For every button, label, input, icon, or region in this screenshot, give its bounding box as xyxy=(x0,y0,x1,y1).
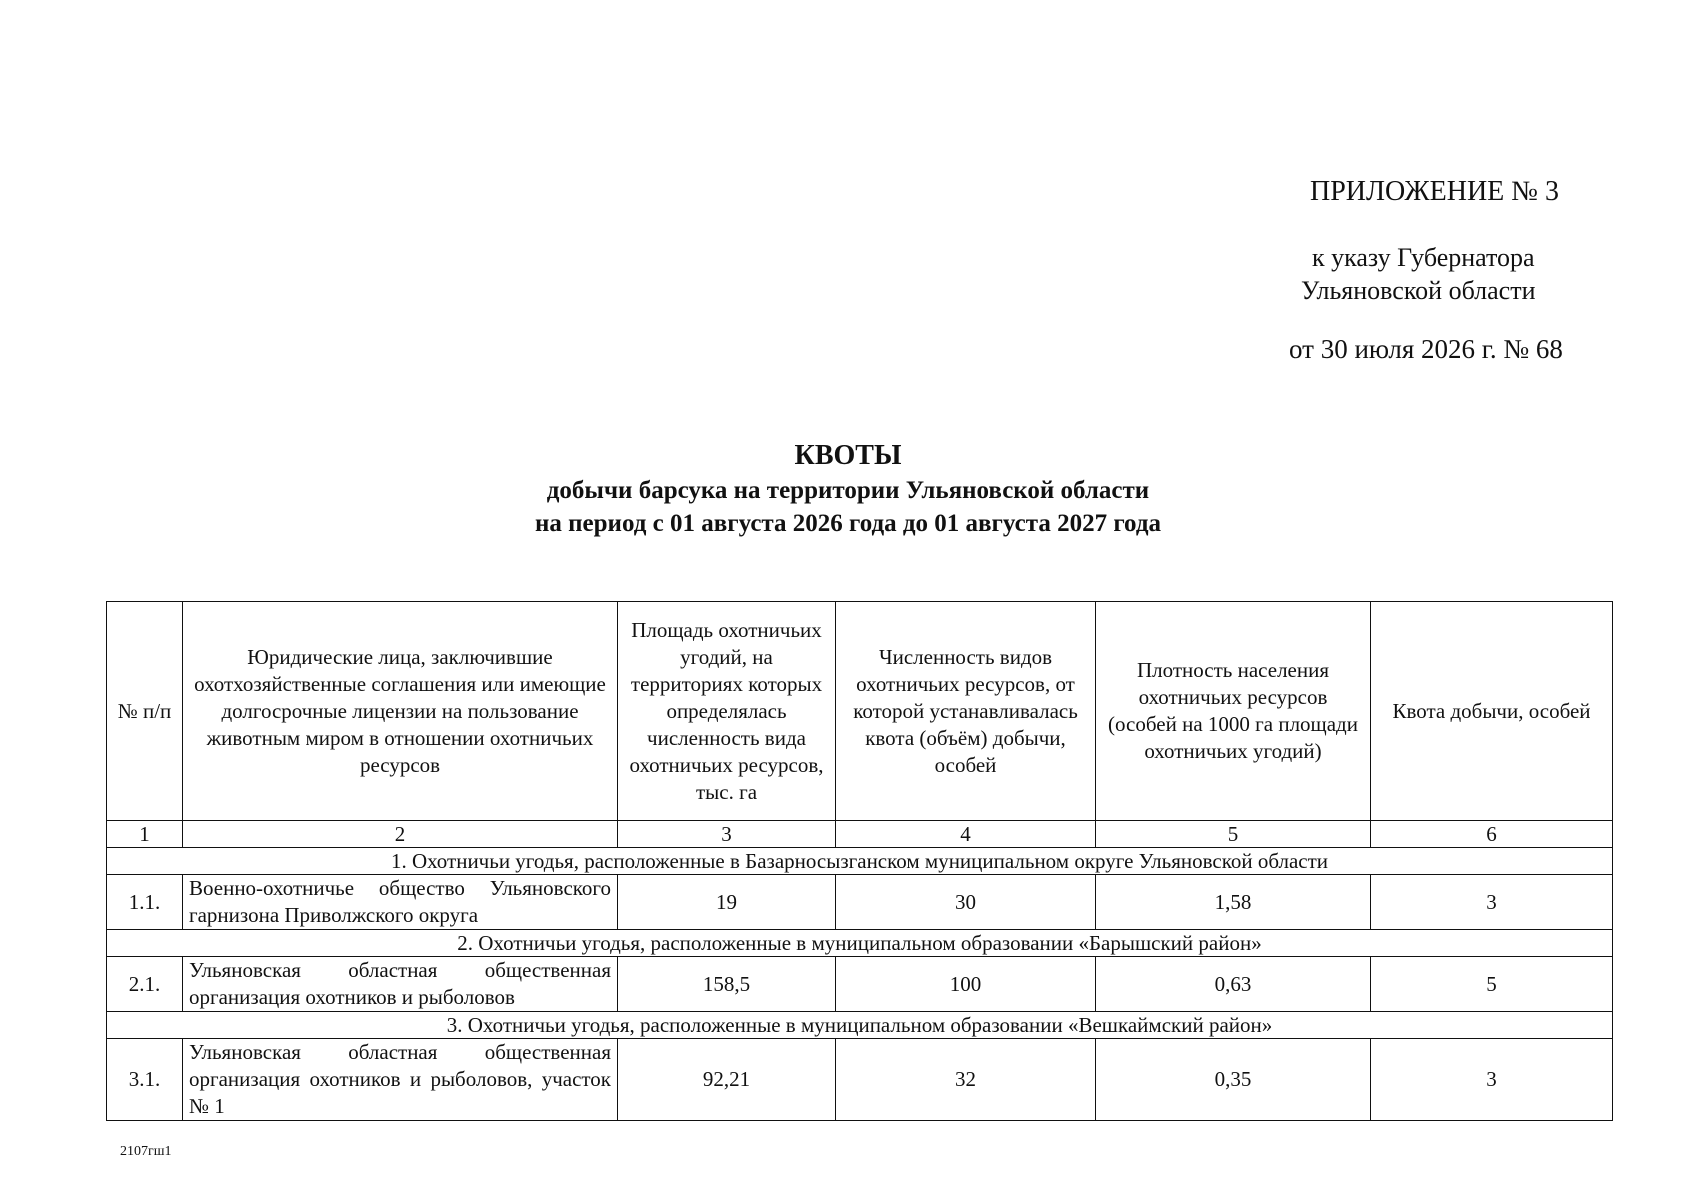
row-organization: Ульяновская областная общественная организация охотников и рыболовов, участок № 1 xyxy=(183,1039,618,1121)
column-number: 3 xyxy=(618,821,836,848)
row-number: 3.1. xyxy=(107,1039,183,1121)
column-number: 1 xyxy=(107,821,183,848)
header-area: Площадь охотничьих угодий, на территориях которых определялась численность вида охотничьих ресурсов, тыс. га xyxy=(618,602,836,821)
header-organization: Юридические лица, заключившие охотхозяйственные соглашения или имеющие долгосрочные лицензии на пользование животным миром в отношении охотничьих ресурсов xyxy=(183,602,618,821)
section-row xyxy=(107,930,1613,957)
row-density: 0,63 xyxy=(1096,957,1371,1012)
quota-table xyxy=(106,601,1613,1121)
row-area: 158,5 xyxy=(618,957,836,1012)
header-population: Численность видов охотничьих ресурсов, от которой устанавливалась квота (объём) добычи, особей xyxy=(836,602,1096,821)
column-number: 4 xyxy=(836,821,1096,848)
row-density: 0,35 xyxy=(1096,1039,1371,1121)
section-title: 2. Охотничьи угодья, расположенные в муниципальном образовании «Барышский район» xyxy=(107,930,1613,957)
document-subtitle-line1: добычи барсука на территории Ульяновской области xyxy=(546,477,1150,504)
document-code: 2107гш1 xyxy=(120,1144,172,1159)
column-number: 5 xyxy=(1096,821,1371,848)
row-organization: Ульяновская областная общественная организация охотников и рыболовов xyxy=(183,957,618,1012)
appendix-reference-line2: Ульяновской области xyxy=(1301,276,1536,305)
row-population: 30 xyxy=(836,875,1096,930)
section-row xyxy=(107,848,1613,875)
row-number: 1.1. xyxy=(107,875,183,930)
column-number: 2 xyxy=(183,821,618,848)
column-number: 6 xyxy=(1371,821,1613,848)
document-title: КВОТЫ xyxy=(794,440,902,471)
row-population: 100 xyxy=(836,957,1096,1012)
row-area: 92,21 xyxy=(618,1039,836,1121)
row-quota: 3 xyxy=(1371,1039,1613,1121)
table-row xyxy=(107,957,1613,1012)
table-row xyxy=(107,1039,1613,1121)
header-number: № п/п xyxy=(107,602,183,821)
appendix-heading: ПРИЛОЖЕНИЕ № 3 xyxy=(1310,176,1559,207)
appendix-reference-date: от 30 июля 2026 г. № 68 xyxy=(1289,334,1563,364)
row-population: 32 xyxy=(836,1039,1096,1121)
row-area: 19 xyxy=(618,875,836,930)
section-title: 3. Охотничьи угодья, расположенные в муниципальном образовании «Вешкаймский район» xyxy=(107,1012,1613,1039)
section-title: 1. Охотничьи угодья, расположенные в Базарносызганском муниципальном округе Ульяновской области xyxy=(107,848,1613,875)
table-header-row xyxy=(107,602,1613,821)
section-row xyxy=(107,1012,1613,1039)
row-number: 2.1. xyxy=(107,957,183,1012)
row-quota: 5 xyxy=(1371,957,1613,1012)
header-quota: Квота добычи, особей xyxy=(1371,602,1613,821)
document-title-block xyxy=(0,438,1696,540)
document-subtitle-line2: на период с 01 августа 2026 года до 01 августа 2027 года xyxy=(535,510,1161,537)
table-row xyxy=(107,875,1613,930)
column-number-row xyxy=(107,821,1613,848)
appendix-reference-line1: к указу Губернатора xyxy=(1312,243,1535,272)
row-organization: Военно-охотничье общество Ульяновского гарнизона Приволжского округа xyxy=(183,875,618,930)
header-density: Плотность населения охотничьих ресурсов (особей на 1000 га площади охотничьих угодий) xyxy=(1096,602,1371,821)
row-quota: 3 xyxy=(1371,875,1613,930)
row-density: 1,58 xyxy=(1096,875,1371,930)
